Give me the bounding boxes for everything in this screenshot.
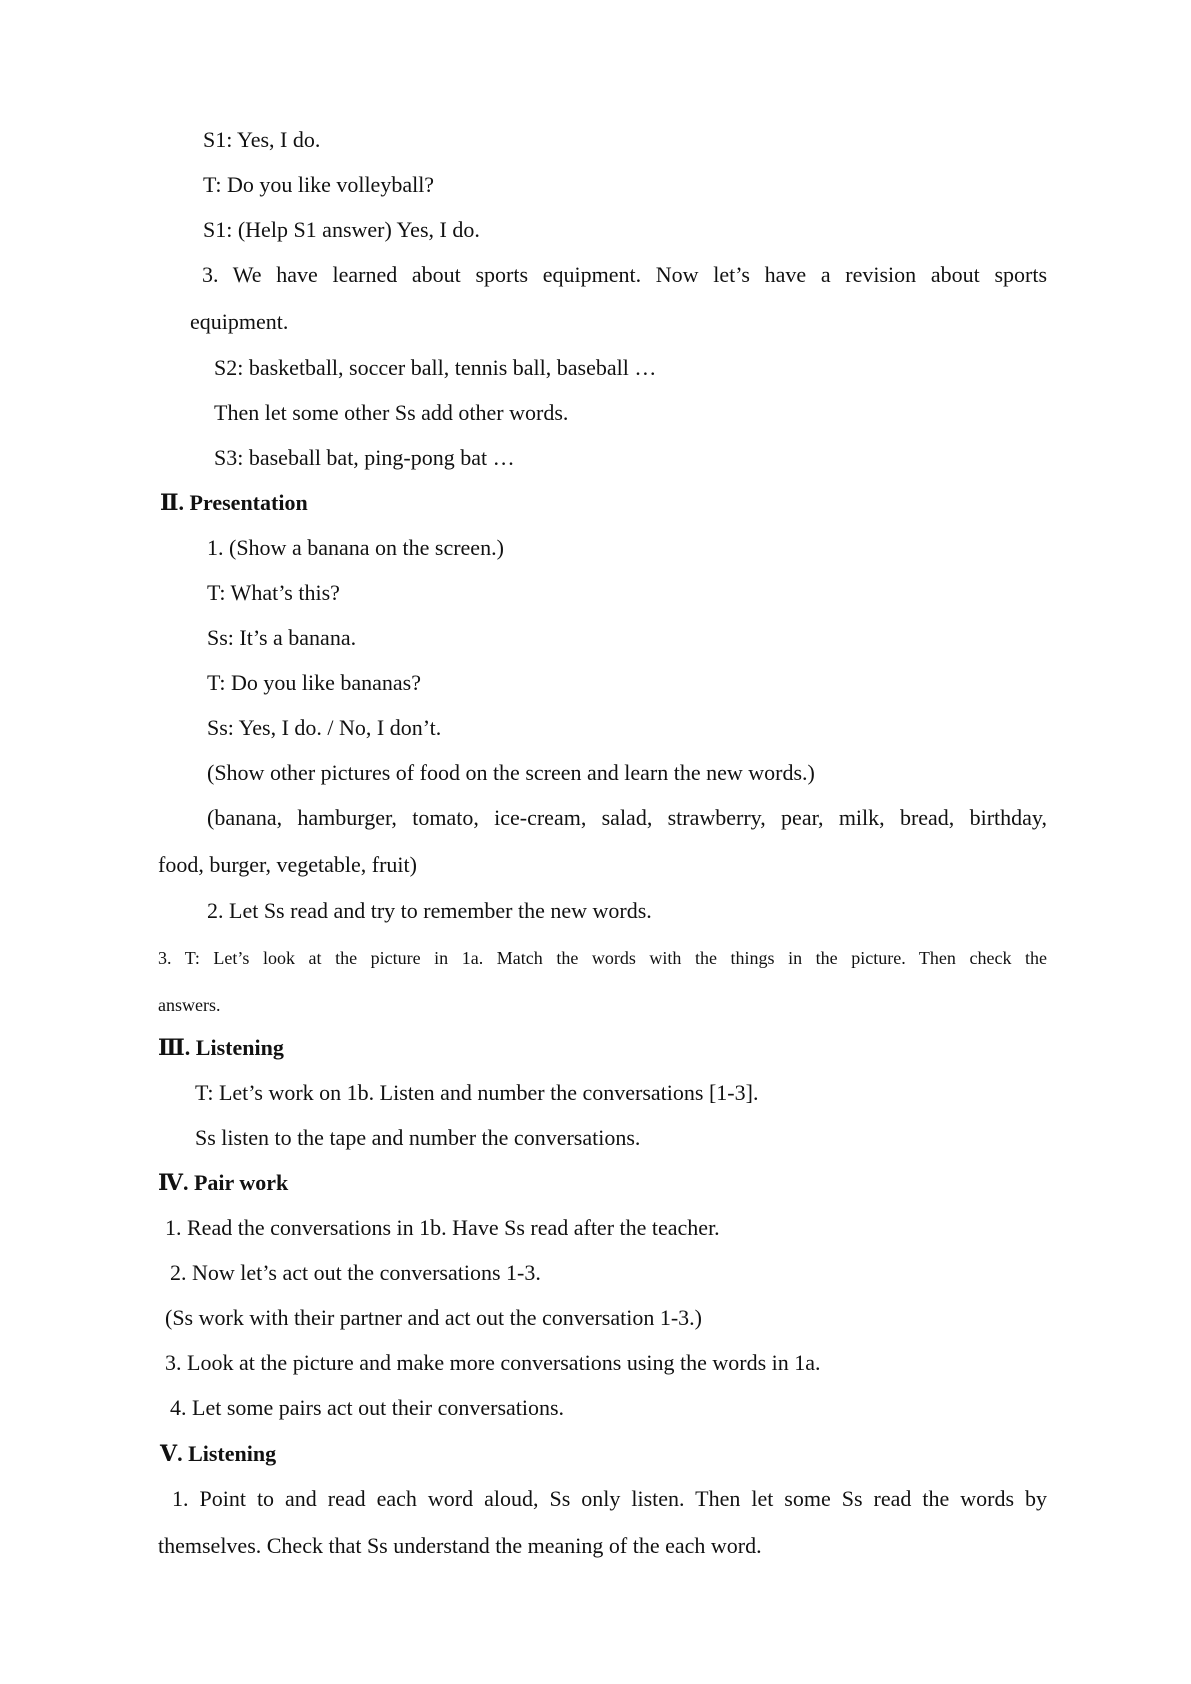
step-text: 2. Let Ss read and try to remember the new words.: [207, 898, 652, 923]
step-text: 1. (Show a banana on the screen.): [207, 535, 504, 560]
dialogue-line: Ss: It’s a banana.: [207, 625, 357, 650]
word-list-continuation: food, burger, vegetable, fruit): [158, 852, 417, 877]
step-text-continuation: themselves. Check that Ss understand the meaning of the each word.: [158, 1533, 762, 1558]
instruction-line: (Ss work with their partner and act out the conversation 1-3.): [165, 1305, 703, 1330]
step-text-continuation: equipment.: [190, 309, 289, 334]
dialogue-line: S2: basketball, soccer ball, tennis ball, baseball …: [214, 355, 657, 380]
section-heading-listening-2: Ⅴ. Listening: [160, 1441, 277, 1466]
section-heading-pair-work: Ⅳ. Pair work: [158, 1170, 289, 1195]
dialogue-line: T: Do you like bananas?: [207, 670, 421, 695]
dialogue-line: T: Do you like volleyball?: [203, 172, 435, 197]
instruction-line: (Show other pictures of food on the screen and learn the new words.): [207, 760, 815, 785]
step-text: 2. Now let’s act out the conversations 1-3.: [170, 1260, 541, 1285]
dialogue-line: S1: Yes, I do.: [203, 127, 321, 152]
word-list: (banana, hamburger, tomato, ice-cream, salad, strawberry, pear, milk, bread, birthday,: [207, 805, 1047, 830]
dialogue-line: S3: baseball bat, ping-pong bat …: [214, 445, 515, 470]
step-text: 4. Let some pairs act out their conversations.: [170, 1395, 565, 1420]
dialogue-line: T: Let’s work on 1b. Listen and number the conversations [1-3].: [195, 1080, 759, 1105]
step-text: 1. Point to and read each word aloud, Ss only listen. Then let some Ss read the words by: [172, 1486, 1047, 1511]
dialogue-line: Ss: Yes, I do. / No, I don’t.: [207, 715, 442, 740]
dialogue-line: T: What’s this?: [207, 580, 340, 605]
dialogue-line: S1: (Help S1 answer) Yes, I do.: [203, 217, 480, 242]
step-text: 3. We have learned about sports equipment. Now let’s have a revision about sports: [202, 262, 1047, 287]
step-text: 3. T: Let’s look at the picture in 1a. Match the words with the things in the picture. Then check the: [158, 948, 1047, 968]
section-heading-presentation: Ⅱ. Presentation: [160, 490, 308, 515]
step-text: 3. Look at the picture and make more conversations using the words in 1a.: [165, 1350, 821, 1375]
instruction-line: Ss listen to the tape and number the conversations.: [195, 1125, 641, 1150]
instruction-line: Then let some other Ss add other words.: [214, 400, 569, 425]
section-heading-listening: Ⅲ. Listening: [158, 1035, 284, 1060]
step-text: 1. Read the conversations in 1b. Have Ss read after the teacher.: [165, 1215, 720, 1240]
step-text-continuation: answers.: [158, 995, 221, 1015]
